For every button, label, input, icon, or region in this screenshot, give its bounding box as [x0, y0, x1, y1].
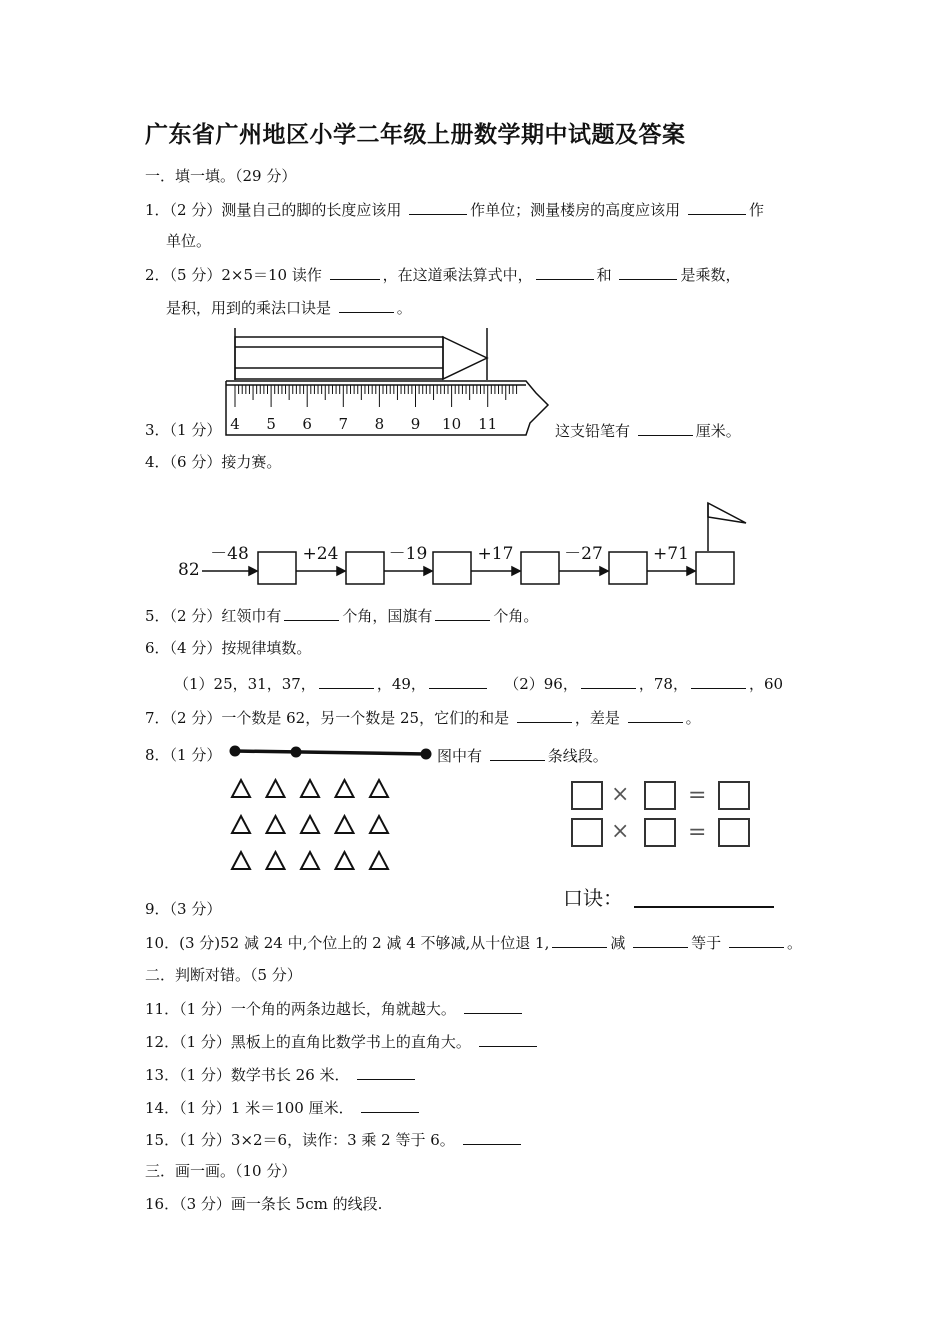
q8-text-c: 条线段。 — [547, 747, 608, 765]
relay-answer-box[interactable] — [346, 552, 384, 584]
question-3 — [145, 420, 221, 440]
triangle-icon — [267, 816, 285, 833]
q15-text: 15．（1 分）3×2＝6，读作：3 乘 2 等于 6。 — [145, 1131, 455, 1149]
triangle-icon — [267, 780, 285, 797]
answer-box[interactable] — [645, 782, 675, 809]
answer-blank[interactable] — [633, 932, 688, 948]
q6-series2-b: ，78， — [638, 675, 688, 693]
answer-blank[interactable] — [463, 1129, 521, 1145]
section-2-heading: 二．判断对错。（5 分） — [145, 966, 302, 984]
answer-blank[interactable] — [691, 673, 746, 689]
ruler-label: 9 — [410, 415, 421, 433]
question-14 — [145, 1097, 422, 1118]
q2-text-f: 。 — [396, 299, 412, 317]
ruler-label: 7 — [338, 415, 349, 433]
question-5 — [145, 605, 538, 626]
ruler-label: 11 — [478, 415, 498, 433]
relay-operation: +17 — [477, 544, 514, 564]
q5-text-c: 个角。 — [493, 607, 539, 625]
relay-answer-box[interactable] — [258, 552, 296, 584]
answer-blank[interactable] — [429, 673, 487, 689]
answer-blank[interactable] — [435, 605, 490, 621]
answer-blank[interactable] — [464, 998, 522, 1014]
question-16: 16．（3 分）画一条长 5cm 的线段. — [145, 1195, 383, 1213]
q3-text-b: 这支铅笔有 — [555, 422, 631, 440]
q5-text-b: 个角，国旗有 — [342, 607, 433, 625]
answer-blank[interactable] — [688, 199, 746, 215]
q1-text-d: 单位。 — [166, 232, 212, 250]
answer-blank[interactable] — [581, 673, 636, 689]
relay-operation: －48 — [210, 544, 249, 564]
q2-text-a: 2．（5 分）2×5＝10 读作 — [145, 266, 322, 284]
triangle-icon — [232, 816, 250, 833]
question-13 — [145, 1064, 418, 1085]
question-9: 9．（3 分） — [145, 900, 222, 918]
q2-text-c: 和 — [596, 266, 612, 284]
question-8-answer — [437, 745, 608, 766]
answer-blank[interactable] — [729, 932, 784, 948]
q1-text-b: 作单位；测量楼房的高度应该用 — [470, 201, 681, 219]
times-symbol: × — [611, 782, 630, 807]
ruler-label: 10 — [442, 415, 462, 433]
answer-box[interactable] — [645, 819, 675, 846]
q6-series1-a: （1）25，31，37， — [174, 675, 316, 693]
answer-blank[interactable] — [330, 264, 380, 280]
q10-text-c: 等于 — [691, 934, 722, 952]
triangle-icon — [301, 852, 319, 869]
q7-text-c: 。 — [685, 709, 701, 727]
relay-start-number: 82 — [178, 560, 200, 580]
q13-text: 13．（1 分）数学书长 26 米． — [145, 1066, 350, 1084]
segment-point — [230, 746, 241, 757]
relay-operation: +24 — [302, 544, 339, 564]
relay-operation: －19 — [388, 544, 428, 564]
page-title: 广东省广州地区小学二年级上册数学期中试题及答案 — [145, 122, 686, 148]
flag-icon — [708, 503, 746, 551]
triangle-icon — [336, 852, 354, 869]
triangle-icon — [336, 780, 354, 797]
q1-text-c: 作 — [748, 201, 764, 219]
triangle-icon — [301, 816, 319, 833]
segment-point — [421, 749, 432, 760]
answer-blank[interactable] — [319, 673, 374, 689]
q12-text: 12．（1 分）黑板上的直角比数学书上的直角大。 — [145, 1033, 471, 1051]
answer-box[interactable] — [719, 819, 749, 846]
answer-blank[interactable] — [490, 745, 545, 761]
answer-blank[interactable] — [361, 1097, 419, 1113]
answer-blank[interactable] — [339, 297, 394, 313]
ruler-label: 8 — [374, 415, 385, 433]
triangle-icon — [301, 780, 319, 797]
question-6-series — [174, 673, 783, 694]
koujue-answer-line[interactable] — [634, 906, 774, 908]
relay-answer-box[interactable] — [433, 552, 471, 584]
q6-series2-a: （2）96， — [504, 675, 578, 693]
question-2 — [145, 264, 740, 285]
q14-text: 14．（1 分）1 米＝100 厘米． — [145, 1099, 354, 1117]
q7-text-b: ，差是 — [574, 709, 620, 727]
relay-operation: －27 — [564, 544, 603, 564]
q3-text-c: 厘米。 — [695, 422, 741, 440]
koujue-label — [563, 886, 623, 910]
koujue-text: 口诀： — [563, 886, 623, 910]
question-10 — [145, 932, 802, 953]
question-1 — [145, 199, 764, 220]
answer-blank[interactable] — [517, 707, 572, 723]
arrow-head-icon — [600, 567, 608, 575]
segment-point — [291, 747, 302, 758]
question-15 — [145, 1129, 524, 1150]
ruler-label: 6 — [302, 415, 312, 433]
triangle-icon — [267, 852, 285, 869]
q6-series2-c: ，60 — [748, 675, 784, 693]
triangle-icon — [336, 816, 354, 833]
arrow-head-icon — [249, 567, 257, 575]
arrow-head-icon — [687, 567, 695, 575]
q10-text-b: 减 — [610, 934, 626, 952]
q5-text-a: 5．（2 分）红领巾有 — [145, 607, 282, 625]
q3-text-a: 3．（1 分） — [145, 421, 222, 439]
answer-box[interactable] — [572, 819, 602, 846]
answer-blank[interactable] — [284, 605, 339, 621]
answer-blank[interactable] — [479, 1031, 537, 1047]
question-12 — [145, 1031, 540, 1052]
arrow-head-icon — [424, 567, 432, 575]
line-segment-figure — [222, 740, 437, 764]
q2-text-b: ，在这道乘法算式中， — [382, 266, 533, 284]
arrow-head-icon — [512, 567, 520, 575]
triangle-icon — [370, 852, 388, 869]
equals-symbol: = — [688, 783, 707, 808]
triangles-figure — [225, 775, 395, 880]
answer-box[interactable] — [572, 782, 602, 809]
q10-text-a: 10．(3 分)52 减 24 中,个位上的 2 减 4 不够减,从十位退 1, — [145, 934, 550, 952]
relay-operation: +71 — [653, 544, 689, 564]
question-4: 4．（6 分）接力赛。 — [145, 453, 282, 471]
question-7 — [145, 707, 701, 728]
answer-blank[interactable] — [409, 199, 467, 215]
arrow-head-icon — [337, 567, 345, 575]
section-1-heading: 一．填一填。（29 分） — [145, 167, 297, 185]
q8-text-b: 图中有 — [437, 747, 483, 765]
section-3-heading: 三．画一画。（10 分） — [145, 1162, 297, 1180]
equals-symbol: = — [688, 820, 707, 845]
q7-text-a: 7．（2 分）一个数是 62，另一个数是 25，它们的和是 — [145, 709, 510, 727]
answer-blank[interactable] — [619, 264, 677, 280]
triangle-icon — [370, 816, 388, 833]
q2-text-e: 是积，用到的乘法口诀是 — [166, 299, 332, 317]
relay-answer-box[interactable] — [609, 552, 647, 584]
question-11 — [145, 998, 525, 1019]
times-symbol: × — [611, 819, 630, 844]
answer-blank[interactable] — [536, 264, 594, 280]
answer-box[interactable] — [719, 782, 749, 809]
triangle-icon — [232, 852, 250, 869]
triangle-icon — [232, 780, 250, 797]
relay-answer-box[interactable] — [521, 552, 559, 584]
q1-text-a: 1．（2 分）测量自己的脚的长度应该用 — [145, 201, 402, 219]
pencil-icon — [235, 328, 487, 380]
ruler-label: 5 — [266, 415, 276, 433]
q10-text-d: 。 — [786, 934, 802, 952]
answer-blank[interactable] — [552, 932, 607, 948]
q2-text-d: 是乘数， — [680, 266, 741, 284]
multiplication-boxes-figure — [565, 778, 760, 853]
question-2-line-2 — [166, 297, 412, 318]
answer-blank[interactable] — [628, 707, 683, 723]
question-3-answer — [555, 420, 741, 441]
triangle-icon — [370, 780, 388, 797]
question-6: 6．（4 分）按规律填数。 — [145, 639, 312, 657]
relay-answer-box[interactable] — [696, 552, 734, 584]
ruler-label: 4 — [230, 415, 240, 433]
answer-blank[interactable] — [357, 1064, 415, 1080]
q11-text: 11．（1 分）一个角的两条边越长，角就越大。 — [145, 1000, 456, 1018]
question-8: 8．（1 分） — [145, 746, 222, 764]
q6-series1-b: ，49， — [376, 675, 426, 693]
answer-blank[interactable] — [638, 420, 693, 436]
pencil-ruler-figure — [220, 325, 560, 440]
relay-race-figure — [170, 495, 760, 595]
